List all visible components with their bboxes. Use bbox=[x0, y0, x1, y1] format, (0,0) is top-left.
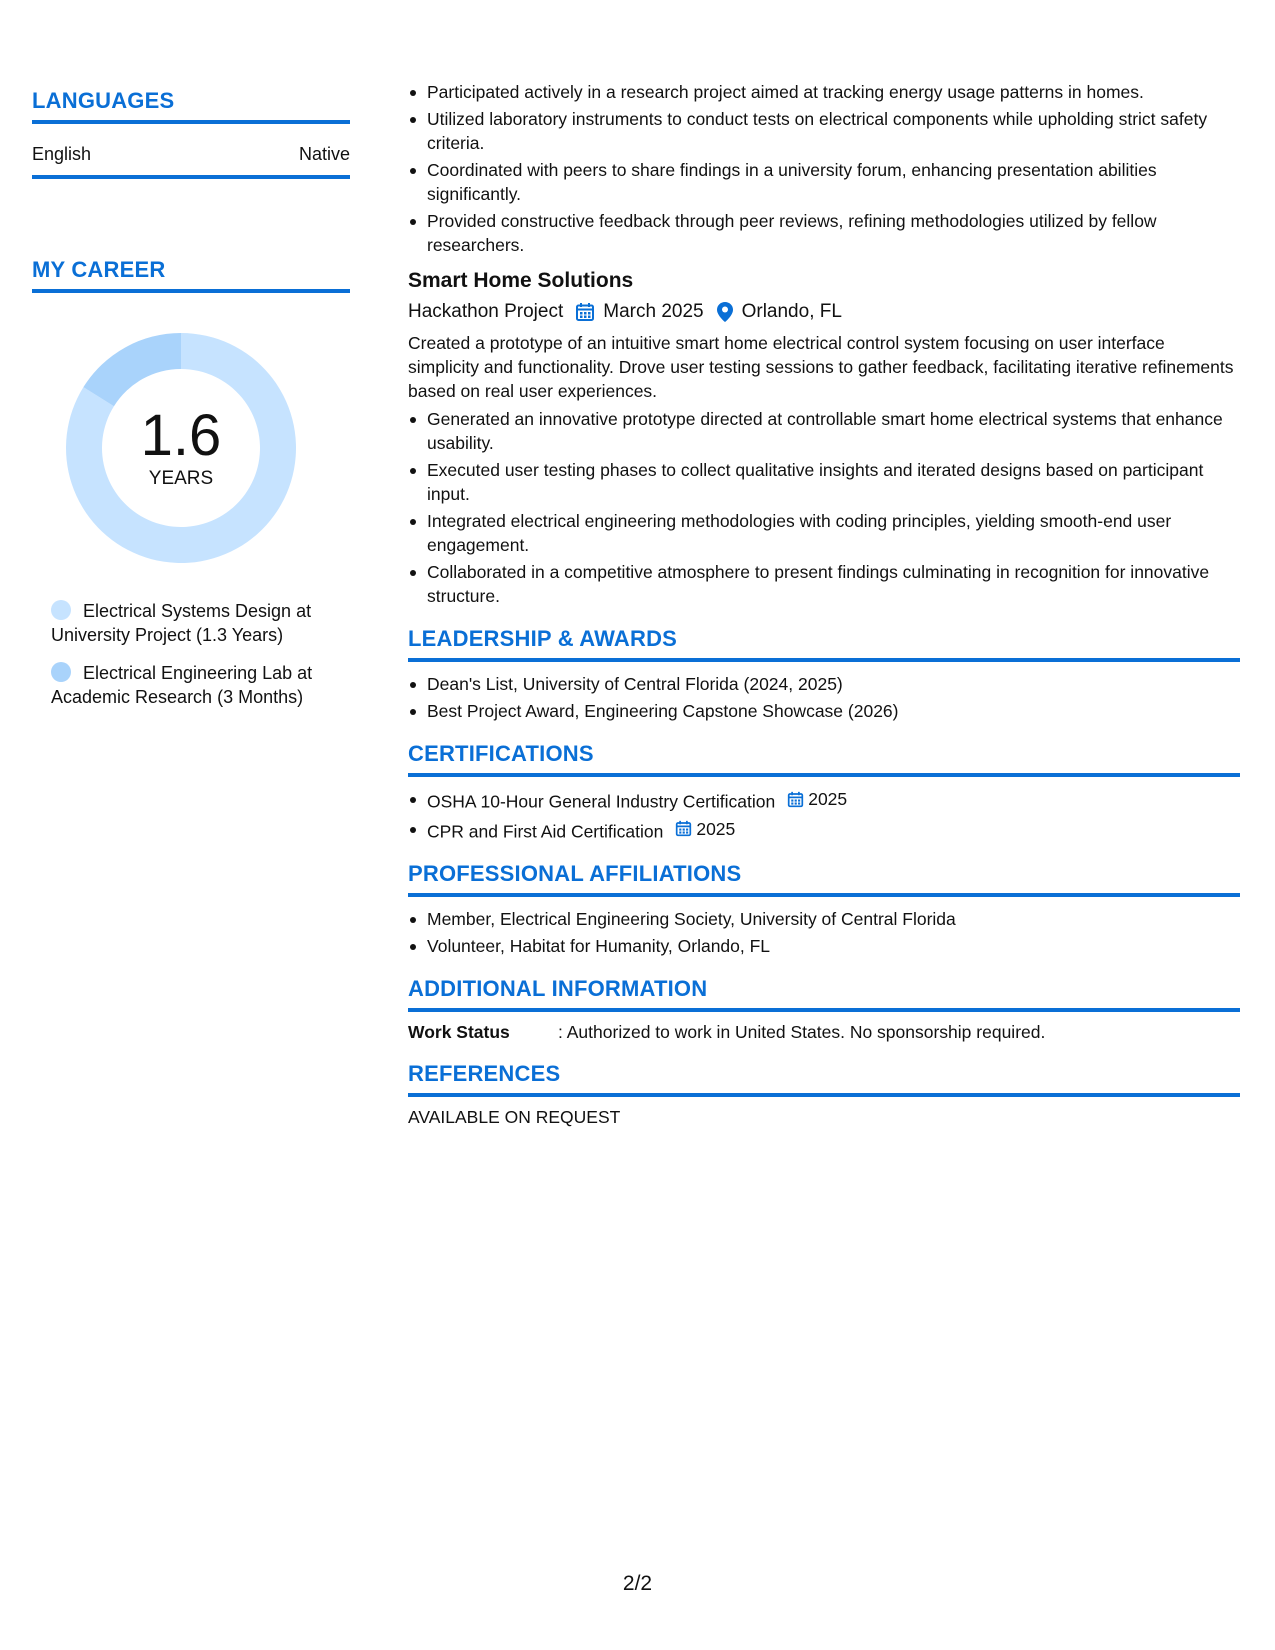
career-total-unit: YEARS bbox=[148, 468, 214, 489]
references-title: REFERENCES bbox=[408, 1061, 1240, 1097]
location-pin-icon bbox=[716, 301, 734, 323]
bullet-item: Best Project Award, Engineering Capstone Showcase (2026) bbox=[408, 699, 1240, 723]
references-section bbox=[408, 1061, 1240, 1128]
certification-item bbox=[408, 787, 1240, 814]
work-status-value: : Authorized to work in United States. No sponsorship required. bbox=[558, 1022, 1046, 1042]
affiliations-list bbox=[408, 907, 1240, 958]
certifications-list bbox=[408, 787, 1240, 843]
calendar-icon bbox=[787, 791, 804, 808]
career-total-value: 1.6 bbox=[140, 403, 222, 468]
certifications-title: CERTIFICATIONS bbox=[408, 741, 1240, 777]
bullet-item: Dean's List, University of Central Florida (2024, 2025) bbox=[408, 672, 1240, 696]
right-column bbox=[408, 80, 1240, 1128]
bullet-item: Generated an innovative prototype directed at controllable smart home electrical systems that enhance usability. bbox=[408, 407, 1240, 455]
bullet-item: Integrated electrical engineering methodologies with coding principles, yielding smooth-end user engagement. bbox=[408, 509, 1240, 557]
project-title: Smart Home Solutions bbox=[408, 269, 634, 292]
career-donut-chart bbox=[66, 333, 296, 563]
experience-bullets bbox=[408, 80, 1240, 257]
additional-info-section bbox=[408, 976, 1240, 1043]
bullet-item: Member, Electrical Engineering Society, University of Central Florida bbox=[408, 907, 1240, 931]
languages-section bbox=[32, 88, 350, 179]
career-item-label: Electrical Engineering Lab at Academic Research (3 Months) bbox=[51, 663, 313, 707]
language-level: Native bbox=[298, 144, 350, 164]
affiliations-section bbox=[408, 861, 1240, 958]
left-column bbox=[32, 88, 350, 723]
project-type: Hackathon Project bbox=[408, 301, 564, 322]
project-entry bbox=[408, 269, 1240, 608]
career-title: MY CAREER bbox=[32, 257, 350, 293]
career-section bbox=[32, 257, 350, 709]
affiliations-title: PROFESSIONAL AFFILIATIONS bbox=[408, 861, 1240, 897]
bullet-item: Executed user testing phases to collect qualitative insights and iterated designs based on participant input. bbox=[408, 458, 1240, 506]
project-bullets bbox=[408, 407, 1240, 608]
certification-year: 2025 bbox=[696, 818, 736, 839]
leadership-section bbox=[408, 626, 1240, 723]
certification-item bbox=[408, 817, 1240, 844]
calendar-icon bbox=[675, 820, 692, 837]
additional-info-title: ADDITIONAL INFORMATION bbox=[408, 976, 1240, 1012]
leadership-title: LEADERSHIP & AWARDS bbox=[408, 626, 1240, 662]
language-name: English bbox=[32, 144, 92, 164]
career-legend bbox=[32, 599, 350, 709]
bullet-item: Volunteer, Habitat for Humanity, Orlando, FL bbox=[408, 934, 1240, 958]
certification-name: CPR and First Aid Certification bbox=[427, 821, 664, 841]
calendar-icon bbox=[575, 302, 595, 322]
leadership-list bbox=[408, 672, 1240, 723]
references-text: AVAILABLE ON REQUEST bbox=[408, 1107, 621, 1127]
work-status-label: Work Status bbox=[408, 1022, 510, 1042]
legend-dot bbox=[51, 662, 71, 682]
bullet-item: Participated actively in a research project aimed at tracking energy usage patterns in homes. bbox=[408, 80, 1240, 104]
project-date: March 2025 bbox=[603, 301, 704, 322]
language-row bbox=[32, 124, 350, 179]
certification-name: OSHA 10-Hour General Industry Certification bbox=[427, 791, 776, 812]
legend-dot bbox=[51, 600, 71, 620]
bullet-item: Utilized laboratory instruments to conduct tests on electrical components while upholding strict safety criteria. bbox=[408, 107, 1240, 155]
bullet-item: Provided constructive feedback through peer reviews, refining methodologies utilized by fellow researchers. bbox=[408, 209, 1240, 257]
career-legend-item bbox=[51, 599, 350, 647]
career-item-label: Electrical Systems Design at University Project (1.3 Years) bbox=[51, 601, 312, 645]
work-status-row bbox=[408, 1022, 1240, 1043]
certifications-section bbox=[408, 741, 1240, 843]
project-description: Created a prototype of an intuitive smart home electrical control system focusing on user interface simplicity and functionality. Drove user testing sessions to gather feedback, facilitating iterative refinements based on real user experiences. bbox=[408, 333, 1234, 401]
page-number: 2/2 bbox=[622, 1572, 653, 1595]
career-legend-item bbox=[51, 661, 350, 709]
bullet-item: Collaborated in a competitive atmosphere to present findings culminating in recognition for innovative structure. bbox=[408, 560, 1240, 608]
bullet-item: Coordinated with peers to share findings in a university forum, enhancing presentation abilities significantly. bbox=[408, 158, 1240, 206]
project-meta bbox=[408, 301, 1240, 323]
project-location: Orlando, FL bbox=[741, 301, 842, 322]
languages-title: LANGUAGES bbox=[32, 88, 350, 124]
certification-year: 2025 bbox=[808, 789, 848, 809]
